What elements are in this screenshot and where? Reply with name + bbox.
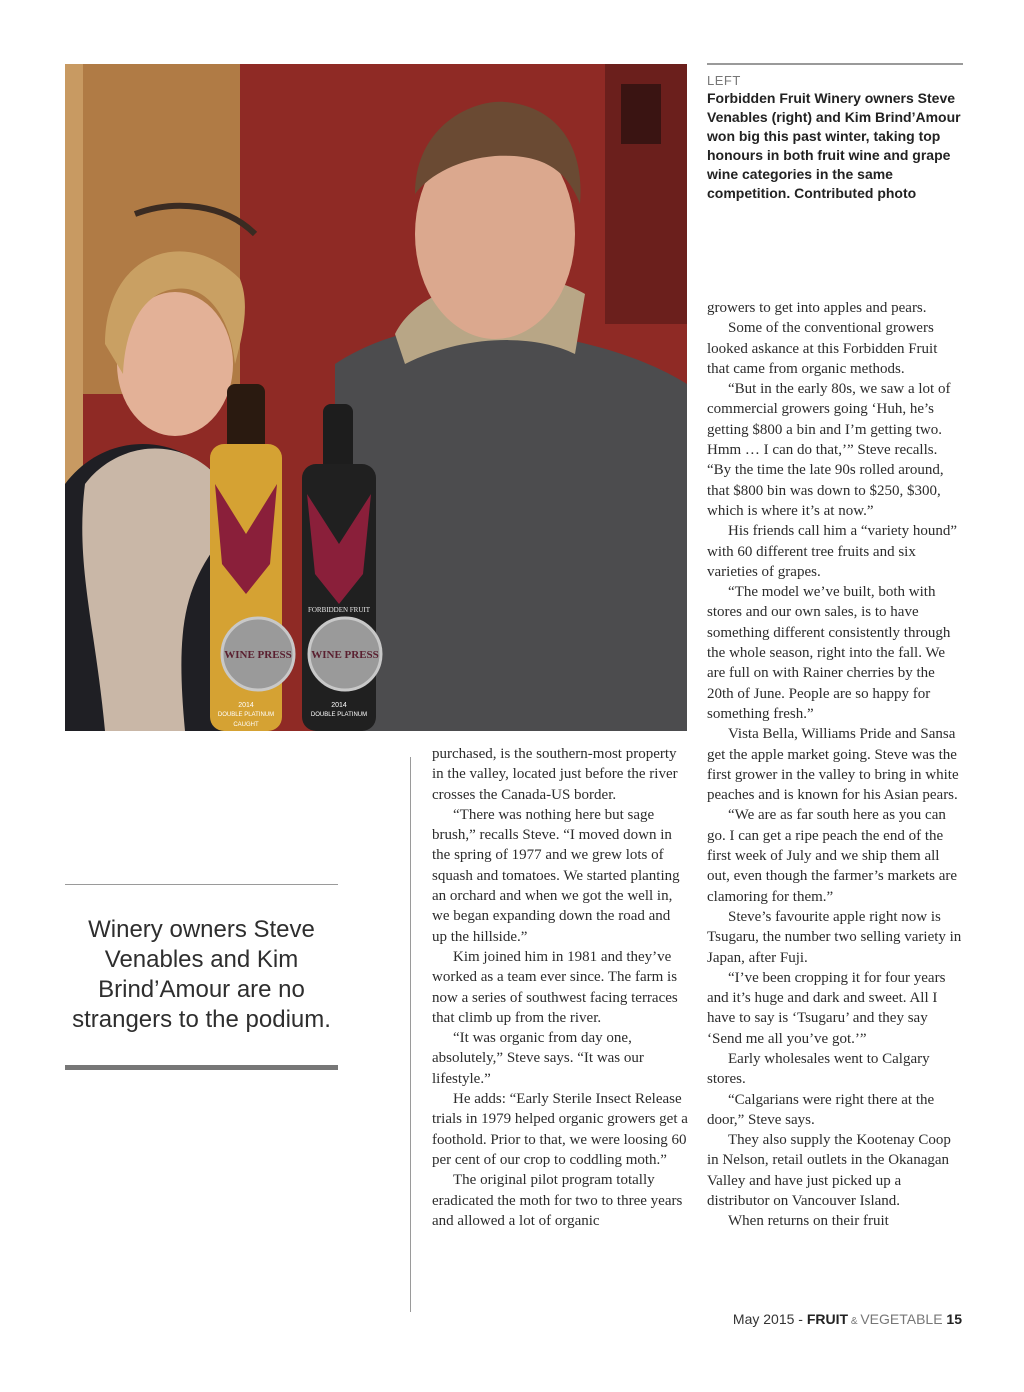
footer-vegetable: VEGETABLE xyxy=(860,1311,943,1327)
footer-ampersand: & xyxy=(848,1316,861,1327)
paragraph: Some of the conventional growers looked askance at this Forbidden Fruit that came from organic methods. xyxy=(707,320,938,377)
photo-illustration xyxy=(65,64,687,731)
winery-owners-photo xyxy=(65,64,687,731)
paragraph: Steve’s favourite apple right now is Tsugaru, the number two selling variety in Japan, after Fuji. xyxy=(707,908,962,966)
bottle-right-brand: FORBIDDEN FRUIT xyxy=(307,606,371,614)
medal-right-label: WINE PRESS xyxy=(311,649,379,661)
bottle-right-award: DOUBLE PLATINUM xyxy=(310,712,368,718)
pull-quote-text: Winery owners Steve Venables and Kim Brind’Amour are no strangers to the podium. xyxy=(72,916,331,1033)
paragraph: “We are as far south here as you can go. I can get a ripe peach the end of the first week of July and we ship them all out, even though the farmer’s markets are clamoring for them.” xyxy=(707,807,958,905)
page-footer xyxy=(733,1311,962,1327)
paragraph: “But in the early 80s, we saw a lot of commercial growers going ‘Huh, he’s getting $800 a bin and I’m getting two. Hmm … I can do that,’” Steve recalls. “By the time the late 90s rolled around, that $800 bin was down to $250, $300, which is where it’s at now.” xyxy=(707,381,951,519)
medal-left-label: WINE PRESS xyxy=(224,649,292,661)
paragraph: They also supply the Kootenay Coop in Nelson, retail outlets in the Okanagan Valley and have just picked up a distributor on Vancouver Island. xyxy=(707,1132,951,1210)
bottle-right-year: 2014 xyxy=(331,702,347,709)
paragraph: His friends call him a “variety hound” with 60 different tree fruits and six varieties of grapes. xyxy=(707,523,958,580)
paragraph: “The model we’ve built, both with stores and our own sales, is to have something different consistently through the whole season, right into the fall. We are full on with Rainer cherries by the 20th of June. People are so happy for something fresh.” xyxy=(707,584,951,722)
caption-position-tag: LEFT xyxy=(707,73,741,88)
pull-quote xyxy=(65,884,338,1070)
paragraph: Early wholesales went to Calgary stores. xyxy=(707,1050,930,1088)
paragraph: The original pilot program totally eradicated the moth for two to three years and allowed a lot of organic xyxy=(432,1172,683,1229)
article-column-middle xyxy=(432,744,688,1231)
photo-caption xyxy=(707,63,963,203)
article-column-right xyxy=(707,298,963,1232)
bottle-left-name: CAUGHT xyxy=(233,722,259,728)
column-divider xyxy=(410,757,411,1312)
paragraph: growers to get into apples and pears. xyxy=(707,300,927,316)
caption-text: Forbidden Fruit Winery owners Steve Venables (right) and Kim Brind’Amour won big this past winter, taking top honours in both fruit wine and grape wine categories in the same competition. Contributed photo xyxy=(707,90,961,201)
paragraph: Vista Bella, Williams Pride and Sansa get the apple market going. Steve was the first grower in the valley to bring in white peaches and is known for his Asian pears. xyxy=(707,726,959,804)
paragraph: “There was nothing here but sage brush,” recalls Steve. “I moved down in the spring of 1977 and we grew lots of squash and tomatoes. We started planting an orchard and when we got the well in, we began expanding down the road and up the hillside.” xyxy=(432,806,680,945)
footer-date: May 2015 - xyxy=(732,1311,807,1327)
paragraph: He adds: “Early Sterile Insect Release trials in 1979 helped organic growers get a foothold. Prior to that, we were loosing 60 per cent of our crop to coddling moth.” xyxy=(432,1091,688,1168)
paragraph: “Calgarians were right there at the door,” Steve says. xyxy=(707,1091,935,1128)
paragraph: “It was organic from day one, absolutely,” Steve says. “It was our lifestyle.” xyxy=(432,1030,644,1087)
paragraph: “I’ve been cropping it for four years and it’s huge and dark and sweet. All I have to say is ‘Tsugaru’ and they say ‘Send me all you’ve got.’” xyxy=(707,969,946,1047)
paragraph: purchased, is the southern-most property in the valley, located just before the river crosses the Canada-US border. xyxy=(432,746,678,803)
footer-brand: FRUIT xyxy=(806,1311,849,1327)
bottle-left-award: DOUBLE PLATINUM xyxy=(217,712,275,718)
paragraph: When returns on their fruit xyxy=(728,1213,889,1230)
paragraph: Kim joined him in 1981 and they’ve worked as a team ever since. The farm is now a series of southwest facing terraces that climb up from the river. xyxy=(432,948,678,1026)
bottle-left-year: 2014 xyxy=(238,702,254,709)
page-number: 15 xyxy=(942,1311,962,1327)
